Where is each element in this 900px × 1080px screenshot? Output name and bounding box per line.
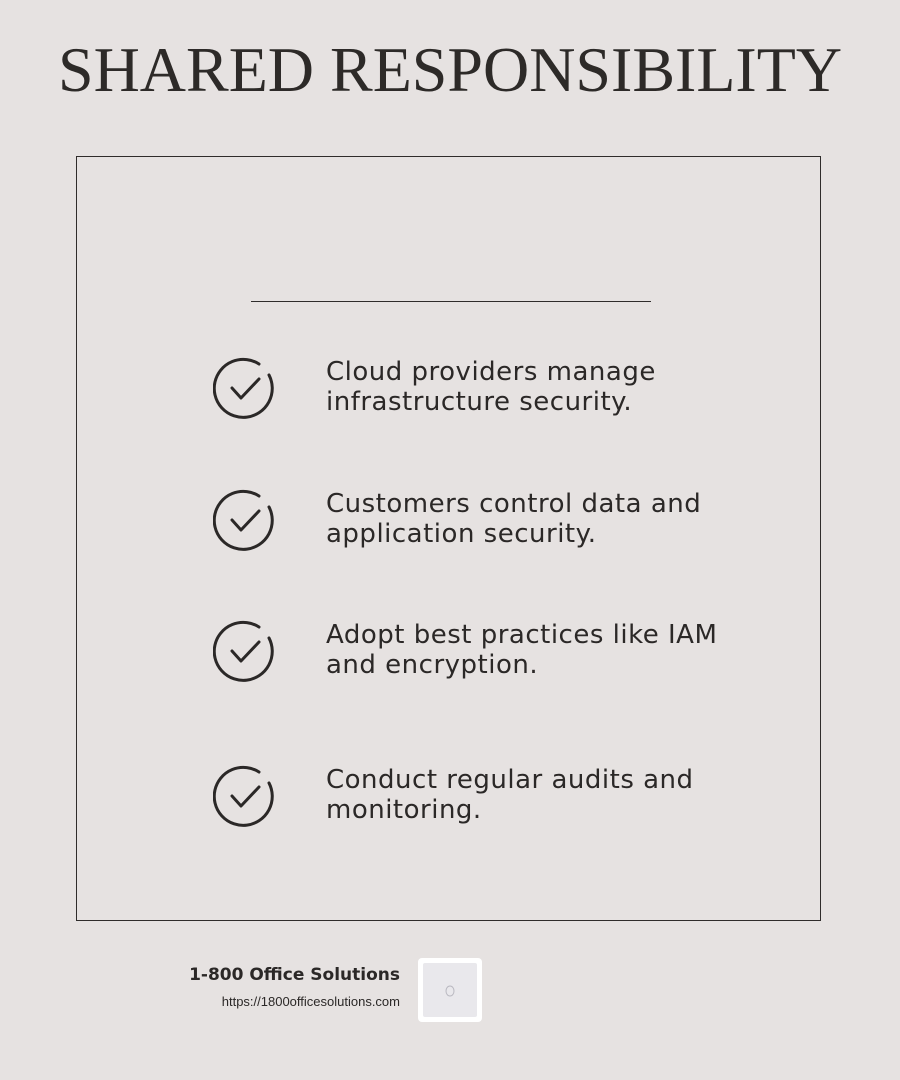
list-item-line: application security. xyxy=(326,519,597,549)
brand-name: 1-800 Office Solutions xyxy=(189,965,400,985)
list-item xyxy=(213,357,773,427)
check-circle-icon xyxy=(213,357,277,421)
check-circle-icon xyxy=(213,620,277,684)
list-item-text xyxy=(326,489,766,549)
list-item xyxy=(213,765,773,835)
check-circle-icon xyxy=(213,489,277,553)
list-item-text xyxy=(326,620,766,680)
footer-brand xyxy=(150,962,400,1012)
list-item xyxy=(213,620,773,690)
list-item-line: Customers control data and xyxy=(326,489,702,519)
list-item-line: Conduct regular audits and xyxy=(326,765,694,795)
list-item-line: and encryption. xyxy=(326,650,539,680)
logo-mark-icon xyxy=(423,963,477,1017)
list-item-line: Cloud providers manage xyxy=(326,357,656,387)
list-item-text xyxy=(326,357,766,417)
list-item-line: infrastructure security. xyxy=(326,387,633,417)
list-item-line: Adopt best practices like IAM xyxy=(326,620,718,650)
list-item-line: monitoring. xyxy=(326,795,482,825)
divider xyxy=(251,301,651,302)
brand-url-link[interactable]: https://1800officesolutions.com xyxy=(221,994,400,1009)
page-title: SHARED RESPONSIBILITY xyxy=(57,34,843,105)
logo-placeholder xyxy=(423,963,477,1017)
check-circle-icon xyxy=(213,765,277,829)
brand-logo xyxy=(418,958,482,1022)
list-item xyxy=(213,489,773,559)
content-panel xyxy=(76,156,821,921)
list-item-text xyxy=(326,765,766,825)
